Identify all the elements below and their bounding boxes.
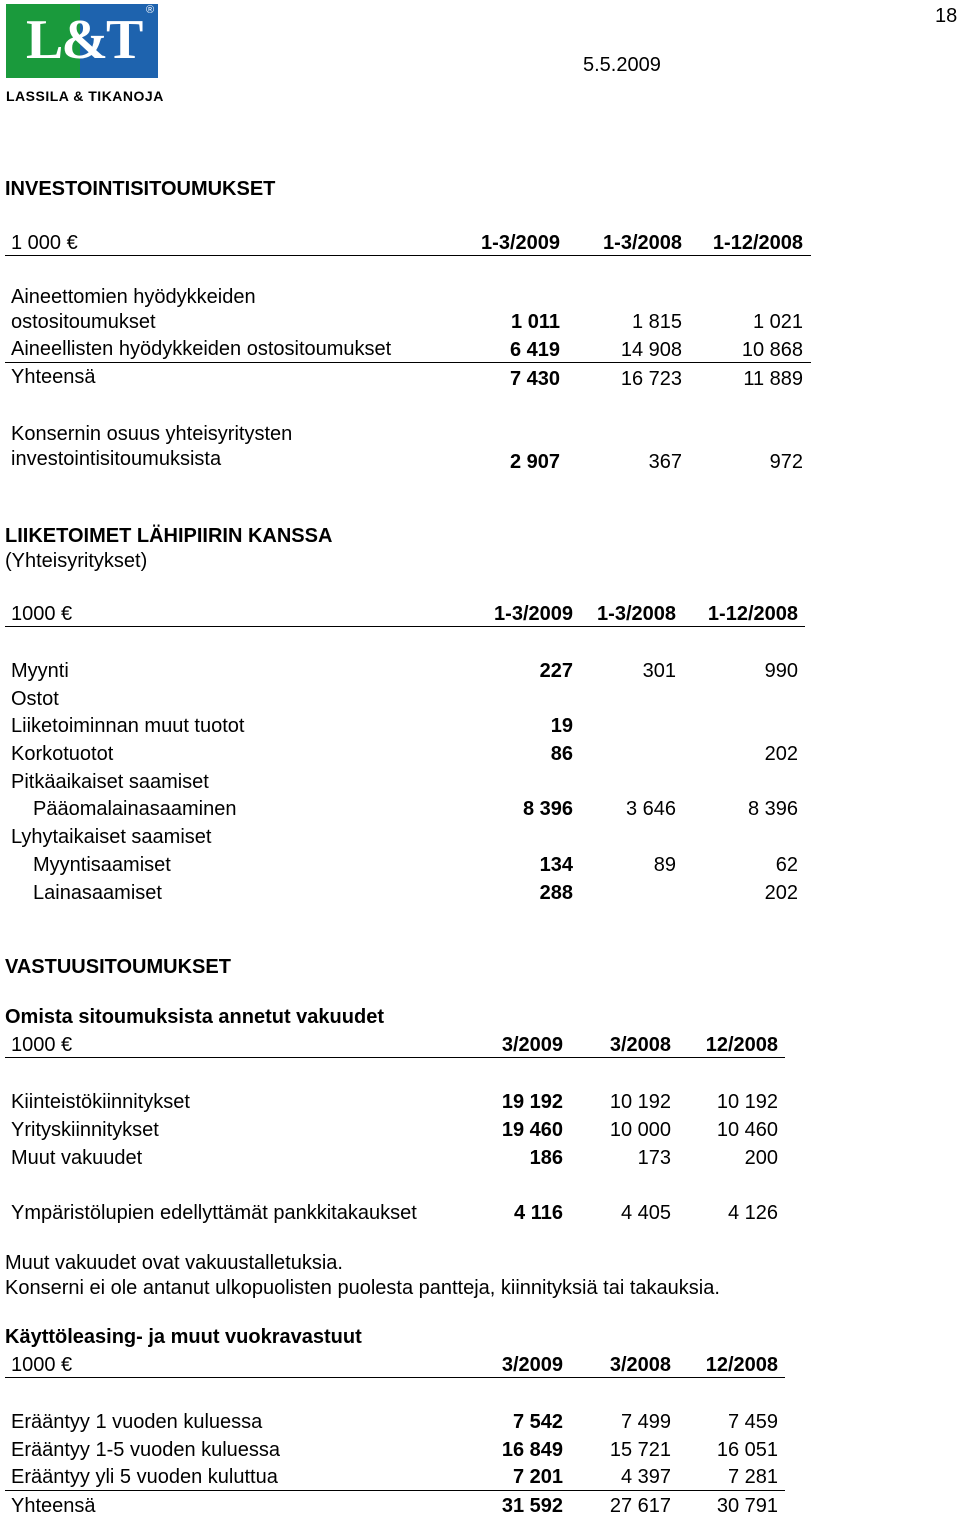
related-row-label: Pitkäaikaiset saamiset [11, 771, 209, 793]
lease-cell: 15 721 [609, 1439, 671, 1461]
related-cell: 86 [550, 743, 573, 765]
liab-row-label: Kiinteistökiinnitykset [11, 1091, 190, 1113]
lease-total-rule [5, 1490, 785, 1491]
related-cell: 990 [764, 660, 798, 682]
liab-cell: 10 192 [609, 1091, 671, 1113]
related-cell: 19 [550, 715, 573, 737]
related-subtitle: (Yhteisyritykset) [5, 550, 148, 572]
related-cell: 8 396 [747, 798, 798, 820]
related-unit: 1000 € [11, 603, 73, 625]
liab-cell: 4 405 [620, 1202, 671, 1224]
liab-col-2: 3/2008 [609, 1034, 671, 1056]
lease-col-3: 12/2008 [705, 1354, 778, 1376]
invest-title: INVESTOINTISITOUMUKSET [5, 178, 276, 200]
invest-cell: 16 723 [620, 368, 682, 390]
related-row-label: Lainasaamiset [33, 882, 162, 904]
lease-title: Käyttöleasing- ja muut vuokravastuut [5, 1326, 362, 1348]
invest-cell: 367 [648, 451, 682, 473]
liab-cell: 4 116 [514, 1202, 563, 1224]
related-col-2: 1-3/2008 [597, 603, 676, 625]
related-title: LIIKETOIMET LÄHIPIIRIN KANSSA [5, 525, 333, 547]
invest-cell: 7 430 [509, 368, 560, 390]
related-cell: 202 [764, 882, 798, 904]
invest-cell: 972 [769, 451, 803, 473]
lease-cell: 7 281 [727, 1466, 778, 1488]
invest-cell: 2 907 [509, 451, 560, 473]
related-cell: 3 646 [625, 798, 676, 820]
liab-subtitle: Omista sitoumuksista annetut vakuudet [5, 1006, 384, 1028]
related-cell: 8 396 [522, 798, 573, 820]
related-col-1: 1-3/2009 [494, 603, 573, 625]
related-row-label: Ostot [11, 688, 59, 710]
invest-row-label: Aineellisten hyödykkeiden ostositoumukset [11, 338, 392, 360]
lease-row-label: Erääntyy 1 vuoden kuluessa [11, 1411, 263, 1433]
liab-row-label: Yrityskiinnitykset [11, 1119, 159, 1141]
invest-total-rule [5, 362, 811, 363]
liab-cell: 173 [637, 1147, 671, 1169]
liab-cell: 10 192 [716, 1091, 778, 1113]
related-cell: 89 [653, 854, 676, 876]
invest-total-label: Yhteensä [11, 366, 96, 388]
liab-col-3: 12/2008 [705, 1034, 778, 1056]
lease-cell: 16 051 [716, 1439, 778, 1461]
lease-col-2: 3/2008 [609, 1354, 671, 1376]
lease-row-label: Erääntyy yli 5 vuoden kuluttua [11, 1466, 278, 1488]
liab-title: VASTUUSITOUMUKSET [5, 956, 231, 978]
invest-unit: 1 000 € [11, 232, 78, 254]
invest-cell: 10 868 [741, 339, 803, 361]
liab-cell: 186 [529, 1147, 563, 1169]
lease-total-label: Yhteensä [11, 1495, 96, 1517]
liab-row-label: Ympäristölupien edellyttämät pankkitakaukset [11, 1202, 417, 1224]
liab-header-rule [5, 1057, 785, 1058]
invest-row-label: investointisitoumuksista [11, 448, 222, 470]
related-cell: 134 [539, 854, 573, 876]
related-cell: 227 [539, 660, 573, 682]
liab-cell: 10 000 [609, 1119, 671, 1141]
registered-mark-icon: ® [146, 4, 155, 16]
related-cell: 62 [775, 854, 798, 876]
liab-note: Muut vakuudet ovat vakuustalletuksia. [5, 1252, 343, 1274]
liab-cell: 200 [744, 1147, 778, 1169]
related-header-rule [5, 626, 805, 627]
invest-col-2: 1-3/2008 [603, 232, 682, 254]
lease-header-rule [5, 1377, 785, 1378]
related-cell: 202 [764, 743, 798, 765]
liab-col-1: 3/2009 [501, 1034, 563, 1056]
invest-row-label-line1: Aineettomien hyödykkeiden [11, 286, 256, 308]
liab-row-label: Muut vakuudet [11, 1147, 143, 1169]
lease-cell: 7 499 [620, 1411, 671, 1433]
invest-col-1: 1-3/2009 [481, 232, 560, 254]
invest-row-label-line1: Konsernin osuus yhteisyritysten [11, 423, 293, 445]
logo-caption: LASSILA & TIKANOJA [6, 88, 164, 104]
related-cell: 288 [539, 882, 573, 904]
invest-cell: 1 011 [511, 311, 560, 333]
document-date: 5.5.2009 [583, 54, 661, 76]
invest-cell: 14 908 [620, 339, 682, 361]
invest-header-rule [5, 255, 811, 256]
lease-cell: 30 791 [716, 1495, 778, 1517]
related-row-label: Myyntisaamiset [33, 854, 171, 876]
lease-cell: 7 201 [512, 1466, 563, 1488]
lease-cell: 7 542 [512, 1411, 563, 1433]
lease-cell: 16 849 [501, 1439, 563, 1461]
lease-cell: 31 592 [501, 1495, 563, 1517]
invest-cell: 1 021 [752, 311, 803, 333]
lease-cell: 4 397 [620, 1466, 671, 1488]
lease-cell: 7 459 [727, 1411, 778, 1433]
lease-row-label: Erääntyy 1-5 vuoden kuluessa [11, 1439, 281, 1461]
liab-cell: 4 126 [727, 1202, 778, 1224]
related-row-label: Korkotuotot [11, 743, 114, 765]
invest-cell: 11 889 [743, 368, 803, 390]
invest-cell: 1 815 [631, 311, 682, 333]
logo-letters: L&T [26, 9, 142, 71]
related-row-label: Pääomalainasaaminen [33, 798, 237, 820]
related-row-label: Liiketoiminnan muut tuotot [11, 715, 245, 737]
liab-cell: 19 192 [501, 1091, 563, 1113]
lease-unit: 1000 € [11, 1354, 73, 1376]
lease-cell: 27 617 [609, 1495, 671, 1517]
liab-unit: 1000 € [11, 1034, 73, 1056]
invest-col-3: 1-12/2008 [712, 232, 803, 254]
invest-row-label: ostositoumukset [11, 311, 156, 333]
liab-note: Konserni ei ole antanut ulkopuolisten puolesta pantteja, kiinnityksiä tai takauksia. [5, 1277, 720, 1299]
invest-cell: 6 419 [509, 339, 560, 361]
related-row-label: Myynti [11, 660, 69, 682]
company-logo [6, 4, 158, 78]
liab-cell: 10 460 [716, 1119, 778, 1141]
related-cell: 301 [642, 660, 676, 682]
page-number: 18 [935, 5, 958, 27]
related-col-3: 1-12/2008 [707, 603, 798, 625]
liab-cell: 19 460 [501, 1119, 563, 1141]
lease-col-1: 3/2009 [501, 1354, 563, 1376]
related-row-label: Lyhytaikaiset saamiset [11, 826, 212, 848]
